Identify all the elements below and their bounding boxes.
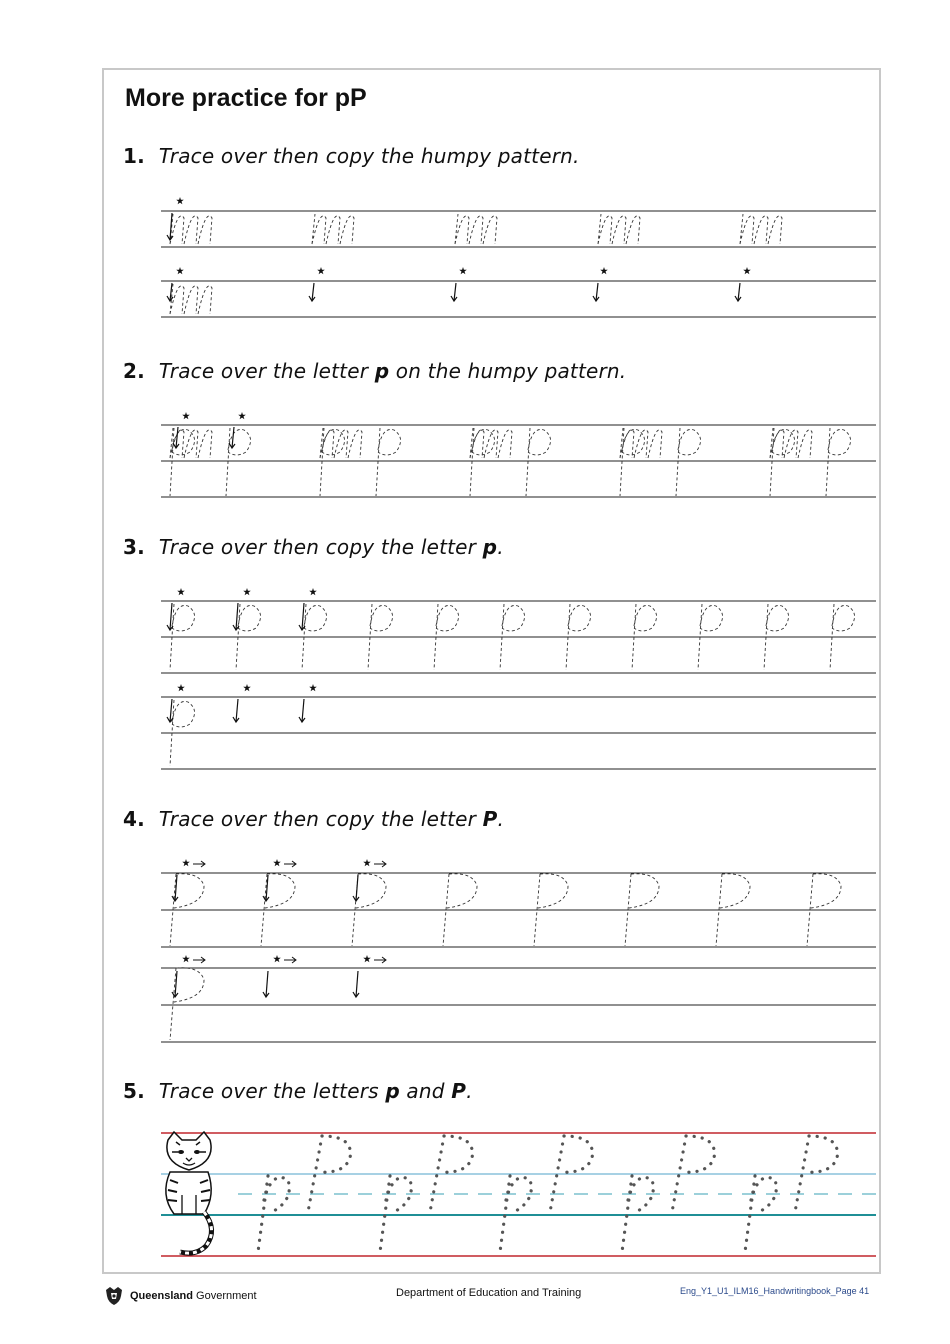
humpy-pattern	[170, 214, 212, 244]
task-text: Trace over then copy the letter	[158, 807, 477, 831]
star-icon	[176, 197, 184, 204]
letter-p-trace	[226, 428, 251, 496]
letter-p-trace	[470, 428, 495, 496]
task-text: Trace over the letters	[158, 1079, 379, 1103]
task-letter: p	[482, 535, 498, 559]
star-icon	[273, 955, 281, 962]
task-number: 2.	[123, 359, 145, 383]
star-icon	[363, 859, 371, 866]
letter-p-trace	[526, 428, 551, 496]
task-number: 4.	[123, 807, 145, 831]
letter-p-trace	[770, 428, 795, 496]
task-letter: P	[451, 1079, 467, 1103]
star-icon	[743, 267, 751, 274]
queensland-government-logo	[102, 1284, 257, 1308]
task-text: .	[497, 535, 504, 559]
letter-P-trace	[170, 968, 204, 1040]
star-icon	[600, 267, 608, 274]
task-text: Trace over the letter	[158, 359, 369, 383]
humpy-pattern	[598, 214, 640, 244]
star-icon	[273, 859, 281, 866]
star-icon	[182, 859, 190, 866]
coat-of-arms-icon	[102, 1284, 126, 1308]
humpy-pattern	[170, 284, 212, 314]
star-icon	[182, 955, 190, 962]
task-text: .	[497, 807, 505, 831]
right-arrow-icon	[284, 861, 296, 867]
task-text: on the humpy pattern.	[395, 359, 627, 383]
down-arrow-icon	[356, 971, 358, 997]
task-text: Trace over then copy the letter	[158, 535, 477, 559]
star-icon	[309, 684, 317, 691]
right-arrow-icon	[193, 957, 205, 963]
task-text: Trace over then copy the humpy pattern.	[158, 144, 580, 168]
star-icon	[309, 588, 317, 595]
right-arrow-icon	[193, 861, 205, 867]
task-text: .	[466, 1079, 473, 1103]
tiger-cat-icon	[166, 1132, 212, 1253]
humpy-pattern	[620, 428, 662, 458]
letter-p-trace	[826, 428, 851, 496]
letter-p-trace	[620, 428, 645, 496]
star-icon	[177, 684, 185, 691]
department-name: Department of Education and Training	[396, 1287, 582, 1299]
right-arrow-icon	[374, 957, 386, 963]
right-arrow-icon	[374, 861, 386, 867]
down-arrow-icon	[266, 875, 268, 901]
star-icon	[177, 588, 185, 595]
org-name: Queensland Government	[130, 1290, 257, 1302]
star-icon	[182, 412, 190, 419]
down-arrow-icon	[236, 699, 238, 722]
humpy-pattern	[455, 214, 497, 244]
right-arrow-icon	[284, 957, 296, 963]
humpy-pattern	[740, 214, 782, 244]
task-number: 3.	[123, 535, 145, 559]
humpy-pattern	[470, 428, 512, 458]
task-letter: p	[385, 1079, 400, 1103]
star-icon	[317, 267, 325, 274]
page-reference: Eng_Y1_U1_ILM16_Handwritingbook_Page 41	[680, 1286, 870, 1296]
star-icon	[238, 412, 246, 419]
humpy-pattern	[770, 428, 812, 458]
humpy-pattern	[312, 214, 354, 244]
humpy-pattern	[320, 428, 362, 458]
task-letter: p	[374, 359, 390, 383]
star-icon	[243, 588, 251, 595]
down-arrow-icon	[266, 971, 268, 997]
down-arrow-icon	[236, 603, 238, 630]
task-number: 5.	[123, 1079, 145, 1103]
task-letter: P	[482, 807, 498, 831]
down-arrow-icon	[302, 603, 304, 630]
down-arrow-icon	[356, 875, 358, 901]
down-arrow-icon	[302, 699, 304, 722]
down-arrow-icon	[170, 699, 172, 722]
letter-p-trace	[170, 428, 195, 496]
star-icon	[243, 684, 251, 691]
letter-p-trace	[676, 428, 701, 496]
letter-p-trace	[376, 428, 401, 496]
letter-p-trace	[320, 428, 345, 496]
task-number: 1.	[123, 144, 145, 168]
down-arrow-icon	[170, 603, 172, 630]
star-icon	[363, 955, 371, 962]
task-text: and	[406, 1079, 445, 1103]
star-icon	[176, 267, 184, 274]
star-icon	[459, 267, 467, 274]
down-arrow-icon	[175, 875, 177, 901]
page-title: More practice for pP	[125, 84, 367, 112]
